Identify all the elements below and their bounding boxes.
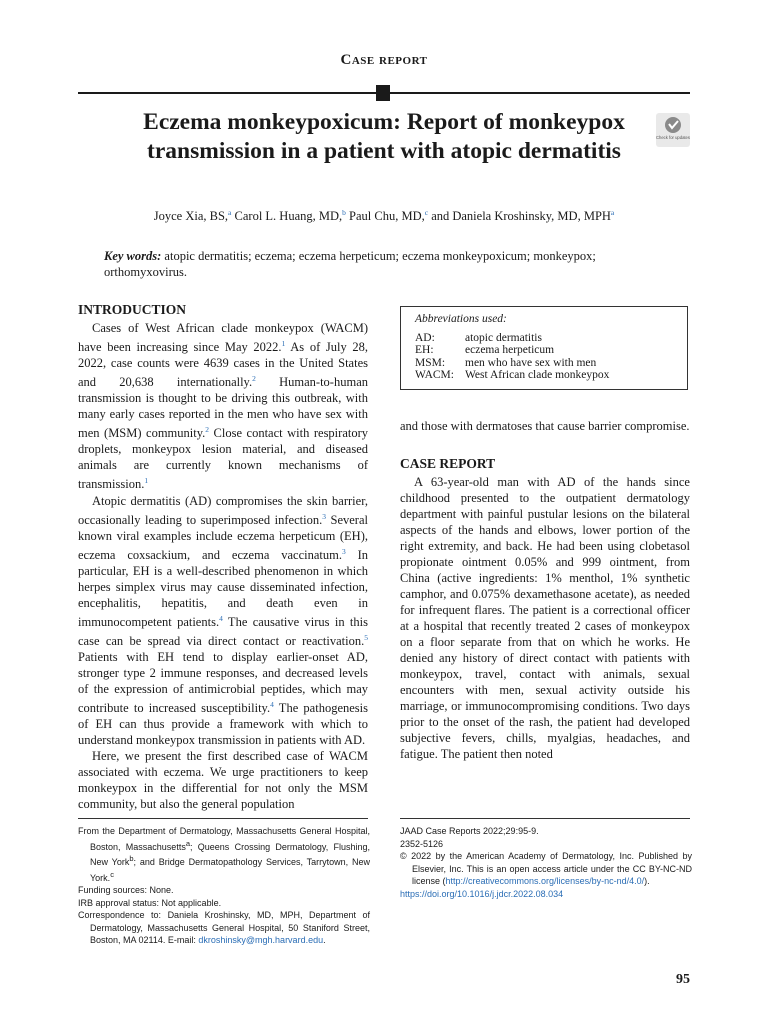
case-paragraph-1: A 63-year-old man with AD of the hands since childhood presented to the outpatient dermatology department with painful pustular lesions on the bilateral aspects of the hands and elbows, lower portion of the right extremity, and back. He had been using clobetasol propionate ointment 0.05% and 999 ointment, from China (active ingredients: 1% menthol, 1% synthetic camphor, and 0.075% dexamethasone acetate), as needed for infrequent flares. The patient is a correctional officer at a hospital that recently treated 2 cases of monkeypox on a floor separate from that on which he works. He denied any history of direct contact with patients with monkeypox, travel, contact with animals, sexual encounters with men, sexual activity outside his marriage, or immunocompromising conditions. Two days prior to the onset of the rash, the patient had developed subjective fevers, chills, myalgias, headaches, and fatigue. The patient then noted xyxy=(400,475,690,761)
author-list xyxy=(78,208,690,224)
irb-note: IRB approval status: Not applicable. xyxy=(78,897,222,908)
reference-link[interactable]: 3 xyxy=(322,511,326,521)
check-updates-icon xyxy=(656,113,690,147)
keywords xyxy=(104,248,664,280)
author-name: Carol L. Huang, MD, xyxy=(234,209,343,224)
keywords-text: atopic dermatitis; eczema; eczema herpeticum; eczema monkeypoxicum; monkeypox; orthomyxovirus. xyxy=(104,249,596,279)
author-name: Paul Chu, MD, xyxy=(349,209,425,224)
intro-paragraph-3: Here, we present the first described case of WACM associated with eczema. We urge practitioners to keep monkeypox in the differential for not only the MSM community, but also the general population xyxy=(78,749,368,812)
continuation-text: and those with dermatoses that cause barrier compromise. xyxy=(400,419,690,433)
author-affiliation[interactable]: b xyxy=(342,208,346,217)
badge-label: Check for updates xyxy=(656,135,690,140)
footnotes-left xyxy=(78,825,370,947)
abbreviation-row: EH: eczema herpeticum xyxy=(415,344,555,356)
reference-link[interactable]: 2 xyxy=(205,425,210,435)
page-number: 95 xyxy=(676,972,690,987)
reference-link[interactable]: 1 xyxy=(281,339,286,348)
left-column xyxy=(78,302,368,812)
keywords-label: Key words: xyxy=(104,249,162,263)
funding-note: Funding sources: None. xyxy=(78,885,174,895)
email-link[interactable]: dkroshinsky@mgh.harvard.edu xyxy=(198,935,324,945)
intro-paragraph-1: Cases of West African clade monkeypox (WACM) have been increasing since May 2022.$^1$ As of July 28, 2022, case counts were 4639 cases in the United States and 20,638 internationally.$^2$ Human-to-human transmission is thought to be driving this outbreak, with many early cases reported in the men who have sex with men (MSM) community.$^2$ Close contact with respiratory droplets, monkeypox lesion material, and diseased animals are currently known mechanisms of transmission.$^1$ xyxy=(78,321,369,492)
intro-paragraph-2: Atopic dermatitis (AD) compromises the skin barrier, occasionally leading to superimposed infection.$^3$ Several known viral examples include eczema herpeticum (EH), eczema coxsackium, and eczema vaccinatum.$^3$ In particular, EH is a well-described phenomenon in which herpes simplex virus may cause disseminated infection, encephalitis, hepatitis, and death even in immunocompetent patients.$^4$ The causative virus in this case can be spread via direct contact or reactivation.$^5$ Patients with EH tend to display earlier-onset AD, stronger type 2 immune responses, and decreased levels of the expression of antimicrobial peptides, which may contribute to increased susceptibility.$^4$ The pathogenesis of EH can thus provide a framework with which to understand monkeypox transmission in patients with AD. xyxy=(78,493,368,748)
introduction-heading: INTRODUCTION xyxy=(78,302,187,317)
journal-citation: JAAD Case Reports 2022;29:95-9. xyxy=(400,826,539,836)
check-for-updates-badge[interactable] xyxy=(656,113,690,147)
abbreviations-box xyxy=(400,306,688,390)
footnote-rule-left xyxy=(78,818,368,819)
license-link[interactable]: http://creativecommons.org/licenses/by-nc-nd/4.0/ xyxy=(445,876,645,886)
doi-link[interactable]: https://doi.org/10.1016/j.jdcr.2022.08.034 xyxy=(400,888,564,899)
copyright-note: © 2022 by the American Academy of Dermatology, Inc. Published by Elsevier, Inc. This is an open access article under the CC BY-NC-ND license (http://creativecommons.org/licenses/by-nc-nd/4.0/). xyxy=(400,851,692,886)
author-name: and Daniela Kroshinsky, MD, MPH xyxy=(431,209,611,224)
author-name: Joyce Xia, BS, xyxy=(153,209,229,224)
author-affiliation[interactable]: a xyxy=(228,208,232,217)
affiliations-note: From the Department of Dermatology, Massachusetts General Hospital, Boston, Massachusetts$^a$; Queens Crossing Dermatology, Flushing, New York$^b$; and Bridge Dermatopathology Services, Tarrytown, New York.$^c$ xyxy=(78,826,370,883)
reference-link[interactable]: 1 xyxy=(144,476,149,486)
article-title: Eczema monkeypoxicum: Report of monkeypox transmission in a patient with atopic dermatitis xyxy=(143,109,625,164)
abbreviation-row: WACM: West African clade monkeypox xyxy=(415,369,610,381)
correspondence-note: Correspondence to: Daniela Kroshinsky, MD, MPH, Department of Dermatology, Massachusetts General Hospital, 50 Staniford Street, Boston, MA 02114. E-mail: dkroshinsky@mgh.harvard.edu. xyxy=(78,910,370,945)
reference-link[interactable]: 4 xyxy=(270,700,274,710)
abbreviation-row: MSM: men who have sex with men xyxy=(415,356,597,369)
author-affiliation[interactable]: c xyxy=(424,208,429,217)
right-column xyxy=(400,418,690,762)
footnote-rule-right xyxy=(400,818,690,819)
reference-link[interactable]: 5 xyxy=(364,633,368,643)
author-affiliation[interactable]: a xyxy=(610,208,615,217)
case-report-heading: CASE REPORT xyxy=(400,456,496,471)
abbreviation-row: AD: atopic dermatitis xyxy=(415,331,542,344)
section-label: Case report xyxy=(340,52,428,68)
reference-link[interactable]: 4 xyxy=(219,613,223,623)
issn: 2352-5126 xyxy=(400,838,444,849)
abbreviations-title: Abbreviations used: xyxy=(415,313,507,325)
footnotes-right xyxy=(400,825,692,900)
reference-link[interactable]: 2 xyxy=(252,374,256,384)
header-rule-marker xyxy=(376,85,390,101)
reference-link[interactable]: 3 xyxy=(341,546,346,556)
